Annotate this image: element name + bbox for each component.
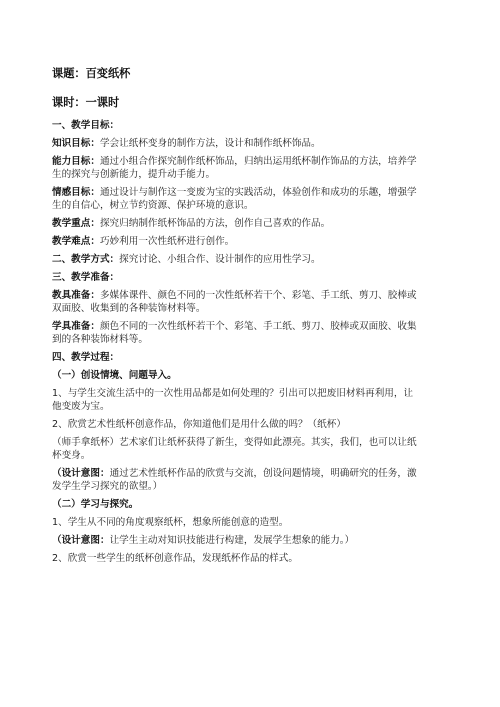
section-preparation-heading: 三、教学准备： bbox=[52, 272, 120, 283]
difficult-point-label: 教学难点： bbox=[52, 236, 100, 247]
difficult-point bbox=[52, 235, 462, 248]
ability-goal-text-a: 通过小组合作探究制作纸杯饰品，归纳出运用纸杯制作饰品的方法，培养学 bbox=[99, 156, 417, 167]
step2-paragraph-1: 1、学生从不同的角度观察纸杯，想象所能创意的造型。 bbox=[52, 517, 289, 528]
ability-goal bbox=[52, 155, 462, 181]
step1-p3-line-b: 杯变身。 bbox=[52, 450, 91, 461]
student-materials-label: 学具准备： bbox=[52, 321, 100, 332]
teacher-materials bbox=[52, 289, 462, 315]
period-value: 一课时 bbox=[85, 96, 120, 109]
step1-p3-line-a: （师手拿纸杯）艺术家们让纸杯获得了新生，变得如此漂亮。其实，我们，也可以让纸 bbox=[52, 437, 417, 448]
design-intent-2 bbox=[52, 534, 462, 547]
student-materials-text-a: 颜色不同的一次性纸杯若干个、彩笔、手工纸、剪刀、胶棒或双面胶、收集 bbox=[99, 321, 417, 332]
difficult-point-text: 巧妙利用一次性纸杯进行创作。 bbox=[99, 236, 235, 247]
knowledge-goal-label: 知识目标： bbox=[52, 138, 100, 149]
teacher-materials-text-a: 多媒体课件、颜色不同的一次性纸杯若干个、彩笔、手工纸、剪刀、胶棒或 bbox=[99, 290, 417, 301]
key-point-label: 教学重点： bbox=[52, 218, 100, 229]
step1-paragraph-2: 2、欣赏艺术性纸杯创意作品，你知道他们是用什么做的吗？（纸杯） bbox=[52, 419, 346, 430]
step2-heading: （二）学习与探究。 bbox=[52, 499, 139, 510]
design-intent-2-text: 让学生主动对知识技能进行构建，发展学生想象的能力。） bbox=[109, 535, 355, 546]
section-objectives-heading: 一、教学目标： bbox=[52, 120, 120, 131]
emotion-goal-text-b: 生的自信心，树立节约资源、保护环境的意识。 bbox=[52, 200, 254, 211]
design-intent-1-text-b: 发学生学习探究的欲望。） bbox=[52, 481, 163, 492]
step1-paragraph-3 bbox=[52, 436, 462, 462]
step1-heading: （一）创设情境、问题导入。 bbox=[52, 370, 177, 381]
lesson-period bbox=[52, 95, 462, 111]
step2-paragraph-2: 2、欣赏一些学生的纸杯创意作品，发现纸杯作品的样式。 bbox=[52, 553, 298, 564]
teacher-materials-text-b: 双面胶、收集到的各种装饰材料等。 bbox=[52, 303, 206, 314]
key-point-text: 探究归纳制作纸杯饰品的方法，创作自己喜欢的作品。 bbox=[99, 218, 331, 229]
teacher-materials-label: 教具准备： bbox=[52, 290, 100, 301]
teaching-method-text: 探究讨论、小组合作、设计制作的应用性学习。 bbox=[119, 254, 321, 265]
teaching-method-label: 二、教学方式： bbox=[52, 254, 120, 265]
step1-paragraph-1 bbox=[52, 387, 462, 413]
emotion-goal bbox=[52, 186, 462, 212]
ability-goal-label: 能力目标： bbox=[52, 156, 100, 167]
design-intent-1-text-a: 通过艺术性纸杯作品的欣赏与交流，创设问题情境，明确研究的任务，激 bbox=[109, 468, 417, 479]
step1-p1-line-b: 他变废为宝。 bbox=[52, 401, 110, 412]
ability-goal-text-b: 生的探究与创新能力，提升动手能力。 bbox=[52, 169, 216, 180]
student-materials-text-b: 到的各种装饰材料等。 bbox=[52, 334, 148, 345]
design-intent-2-label: （设计意图： bbox=[52, 535, 110, 546]
lesson-title bbox=[52, 66, 462, 82]
lesson-plan bbox=[52, 66, 462, 570]
emotion-goal-label: 情感目标： bbox=[52, 187, 100, 198]
title-value: 百变纸杯 bbox=[85, 67, 131, 80]
section-process-heading: 四、教学过程： bbox=[52, 352, 120, 363]
step1-p1-line-a: 1、与学生交流生活中的一次性用品都是如何处理的？引出可以把废旧材料再利用，让 bbox=[52, 388, 414, 399]
knowledge-goal bbox=[52, 137, 462, 150]
teaching-method bbox=[52, 253, 462, 266]
emotion-goal-text-a: 通过设计与制作这一变废为宝的实践活动，体验创作和成功的乐趣，增强学 bbox=[99, 187, 417, 198]
design-intent-1-label: （设计意图： bbox=[52, 468, 110, 479]
period-label: 课时： bbox=[52, 96, 86, 109]
knowledge-goal-text: 学会让纸杯变身的制作方法，设计和制作纸杯饰品。 bbox=[99, 138, 321, 149]
student-materials bbox=[52, 320, 462, 346]
design-intent-1 bbox=[52, 467, 462, 493]
title-label: 课题： bbox=[52, 67, 86, 80]
key-point bbox=[52, 217, 462, 230]
